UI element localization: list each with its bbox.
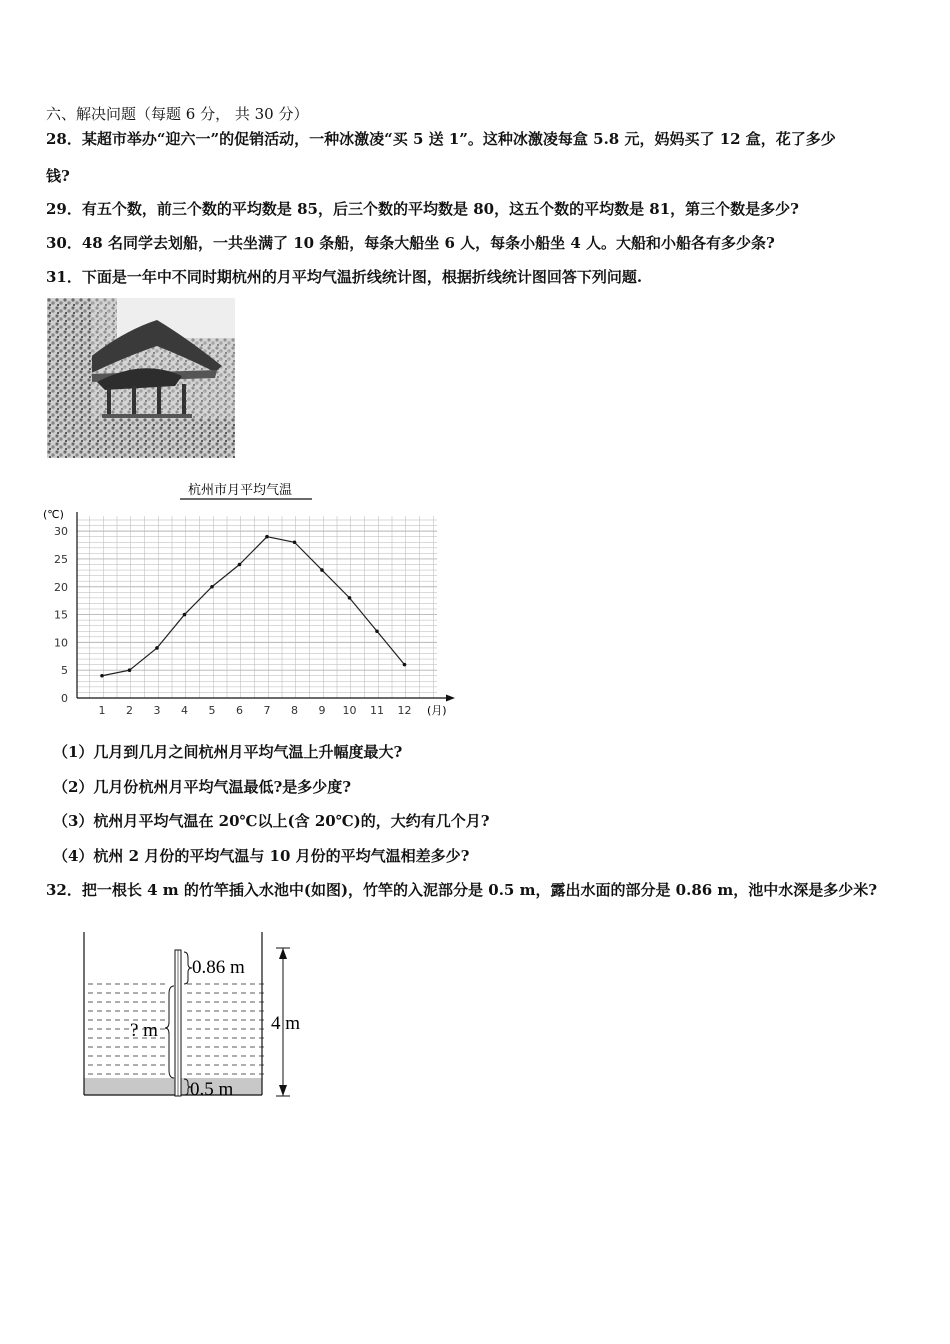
question-31-sub-4: （4）杭州 2 月份的平均气温与 10 月份的平均气温相差多少? [53,847,470,865]
question-31-sub-3: （3）杭州月平均气温在 20℃以上(含 20℃)的，大约有几个月? [53,812,490,830]
x-tick-label: 10 [342,704,357,717]
question-31-sub-1: （1）几月到几月之间杭州月平均气温上升幅度最大? [53,743,403,761]
mud-layer [84,1078,262,1095]
x-axis-arrow [446,695,455,702]
x-tick-label: 12 [397,704,412,717]
arrow-up [279,948,287,959]
brace-top [184,952,192,984]
data-point [155,646,159,650]
y-tick-label: 30 [54,525,68,539]
data-point [375,629,379,633]
question-28-line-1: 28．某超市举办“迎六一”的促销活动，一种冰激凌“买 5 送 1”。这种冰激凌每盒 5.8 元，妈妈买了 12 盒，花了多少 [46,130,836,148]
y-tick-label: 10 [54,636,68,650]
data-point [403,663,407,667]
chart-title: 杭州市月平均气温 [187,483,293,498]
y-tick-label: 20 [54,580,68,594]
pole-in-pool-diagram [80,928,320,1103]
data-point [265,535,269,539]
data-point [100,674,104,678]
data-point [348,596,352,600]
question-31: 31．下面是一年中不同时期杭州的月平均气温折线统计图，根据折线统计图回答下列问题. [46,268,643,286]
label-exposed: 0.86 m [192,957,245,978]
data-point [128,668,132,672]
question-28-line-2: 钱? [46,167,70,185]
data-point [183,613,187,617]
chart-series [100,535,406,678]
series-line [102,537,405,676]
x-tick-label: 7 [263,704,271,717]
y-axis-unit: (℃) [43,508,64,521]
x-tick-label: 8 [291,704,298,717]
x-tick-label: 4 [181,704,188,717]
label-water-depth: ? m [130,1020,158,1041]
x-tick-label: 1 [98,704,106,717]
x-tick-label: 6 [236,704,243,717]
data-point [293,540,297,544]
question-31-sub-2: （2）几月份杭州月平均气温最低?是多少度? [53,778,352,796]
data-point [238,563,242,567]
x-tick-label: 3 [153,704,161,717]
y-tick-label: 15 [54,608,68,622]
pavilion-photo [47,298,235,458]
label-mud: 0.5 m [190,1079,234,1100]
y-tick-label: 0 [61,692,68,705]
x-tick-label: 9 [318,704,326,717]
label-total-length: 4 m [271,1013,301,1034]
arrow-down [279,1085,287,1096]
question-30: 30．48 名同学去划船，一共坐满了 10 条船，每条大船坐 6 人，每条小船坐 4 人。大船和小船各有多少条? [46,234,775,252]
x-tick-label: 5 [208,704,216,717]
question-29: 29．有五个数，前三个数的平均数是 85，后三个数的平均数是 80，这五个数的平均数是 81，第三个数是多少? [46,200,799,218]
data-point [320,568,324,572]
x-axis-unit: (月) [427,704,447,717]
y-tick-label: 5 [61,664,68,678]
brace-middle [165,986,174,1078]
x-tick-label: 11 [370,704,384,717]
temperature-line-chart [40,478,460,723]
chart-ticks [54,525,412,717]
section-heading: 六、解决问题（每题 6 分， 共 30 分） [46,105,309,123]
chart-axes [77,512,455,702]
x-tick-label: 2 [126,704,133,717]
data-point [210,585,214,589]
y-tick-label: 25 [54,552,68,566]
question-32: 32．把一根长 4 m 的竹竿插入水池中(如图)，竹竿的入泥部分是 0.5 m，露出水面的部分是 0.86 m，池中水深是多少米? [46,881,878,899]
